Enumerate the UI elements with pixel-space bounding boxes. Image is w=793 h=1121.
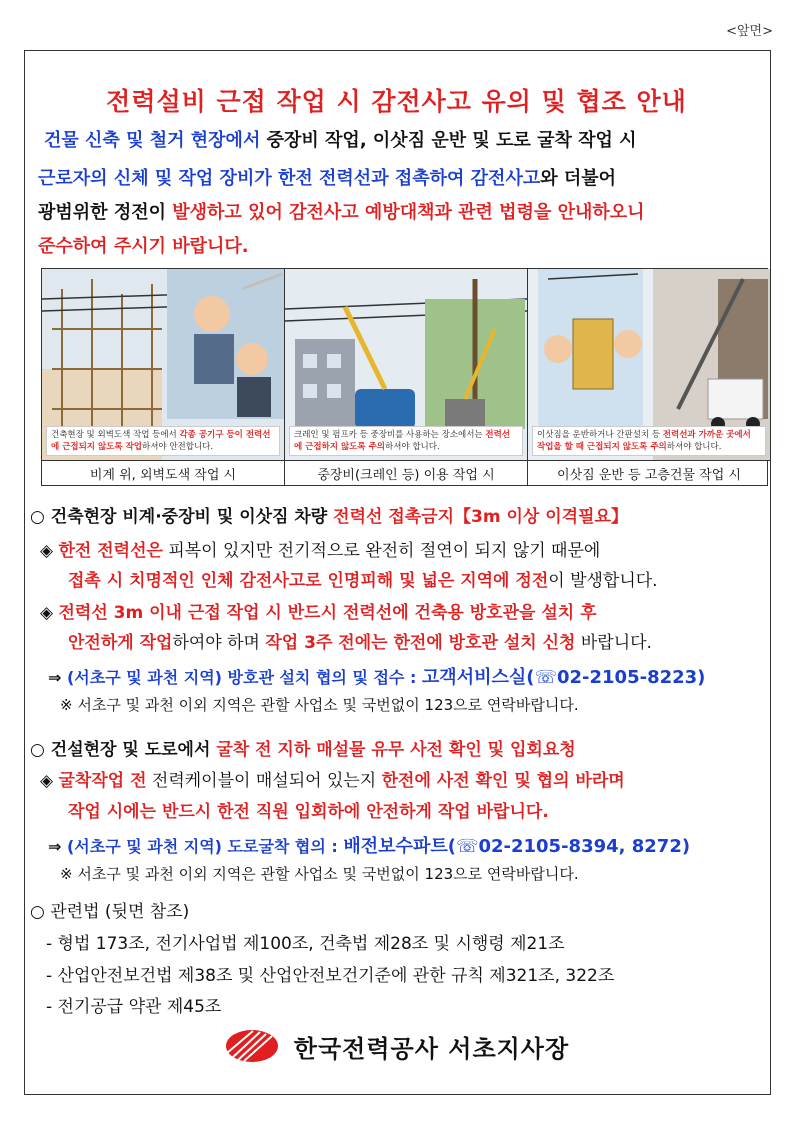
- section1-detail-2b: [68, 628, 652, 653]
- intro-text: 발생하고 있어 감전사고 예방대책과 관련 법령을 안내하오니: [172, 202, 645, 223]
- detail-emphasis: 접촉 시 치명적인 인체 감전사고로 인명피해 및 넓은 지역에 정전: [68, 571, 549, 591]
- law-item: - 전기공급 약관 제45조: [46, 997, 222, 1017]
- panel-label: 비계 위, 외벽도색 작업 시: [42, 460, 284, 485]
- bullet: ○: [30, 902, 45, 922]
- intro-text: 중장비 작업, 이삿짐 운반 및 도로 굴착 작업 시: [266, 130, 637, 151]
- document-title: 전력설비 근접 작업 시 감전사고 유의 및 협조 안내: [106, 87, 687, 116]
- organization-name: 한국전력공사 서초지사장: [293, 1034, 570, 1063]
- illustration-panels: [41, 268, 768, 486]
- arrow-icon: ⇒: [48, 668, 62, 687]
- law-item: - 형법 173조, 전기사업법 제100조, 건축법 제28조 및 시행령 제21조: [46, 934, 565, 954]
- detail-emphasis: 한전 전력선은: [58, 541, 163, 561]
- contact-label: (서초구 및 과천 지역) 도로굴착 협의 :: [66, 837, 344, 856]
- intro-line-4: 준수하여 주시기 바랍니다.: [38, 236, 249, 257]
- panel-caption: 크레인 및 펌프카 등 중장비를 사용하는 장소에서는 전력선에 근접하지 않도록 주의하셔야 합니다.: [289, 426, 523, 456]
- bullet: ○: [30, 507, 45, 527]
- heading-emphasis: 전력선 접촉금지【3m 이상 이격필요】: [333, 507, 628, 527]
- heading-text: 건설현장 및 도로에서: [50, 740, 217, 760]
- panel-caption: 이삿짐을 운반하거나 간판설치 등 전력선과 가까운 곳에서 작업을 할 때 근접되지 않도록 주의하셔야 합니다.: [532, 426, 766, 456]
- detail-text: 하여야 하며: [172, 633, 266, 653]
- scaffold-illustration: [42, 269, 284, 460]
- section1-detail-1: [40, 536, 600, 561]
- detail-emphasis: 작업 3주 전에는 한전에 방호관 설치 신청: [265, 633, 576, 653]
- intro-line-1: [44, 126, 637, 152]
- detail-text: 바랍니다.: [575, 633, 652, 653]
- intro-line-3: [38, 198, 645, 224]
- section3-heading: [30, 897, 189, 922]
- illustration-panel: [42, 269, 285, 485]
- contact-phone: 배전보수파트(☏02-2105-8394, 8272): [343, 836, 691, 857]
- intro-text: 근로자의 신체 및 작업 장비가 한전 전력선과 접촉하여 감전사고: [38, 168, 541, 189]
- section2-note: ※ 서초구 및 과천 이외 지역은 관할 사업소 및 국번없이 123으로 연락바랍니다.: [60, 865, 579, 883]
- section2-detail-1b: 작업 시에는 반드시 한전 직원 입회하에 안전하게 작업 바랍니다.: [68, 802, 549, 822]
- heading-text: 건축현장 비계·중장비 및 이삿짐 차량: [50, 507, 334, 527]
- section2-contact: [48, 832, 690, 858]
- moving-illustration: [528, 269, 770, 460]
- detail-text: 이 발생합니다.: [548, 571, 658, 591]
- footer: [0, 1028, 793, 1064]
- arrow-icon: ⇒: [48, 837, 62, 856]
- heading-text: 관련법 (뒷면 참조): [50, 902, 190, 922]
- panel-label: 중장비(크레인 등) 이용 작업 시: [285, 460, 527, 485]
- section1-detail-1b: [68, 566, 658, 591]
- intro-text: 와 더불어: [540, 168, 617, 189]
- detail-emphasis: 한전에 사전 확인 및 협의 바라며: [381, 771, 625, 791]
- contact-label: (서초구 및 과천 지역) 방호관 설치 협의 및 접수 :: [66, 668, 422, 687]
- panel-caption: 건축현장 및 외벽도색 작업 등에서 각종 공기구 등이 전력선에 근접되지 않도록 작업하셔야 안전합니다.: [46, 426, 280, 456]
- diamond-bullet-icon: ◈: [40, 541, 54, 561]
- diamond-bullet-icon: ◈: [40, 771, 54, 791]
- detail-emphasis: 전력선 3m 이내 근접 작업 시 반드시 전력선에 건축용 방호관을 설치 후: [58, 603, 597, 623]
- intro-line-2: [38, 164, 616, 190]
- section1-contact: [48, 663, 705, 689]
- section1-note: ※ 서초구 및 과천 이외 지역은 관할 사업소 및 국번없이 123으로 연락바랍니다.: [60, 696, 579, 714]
- section1-detail-2: [40, 598, 597, 623]
- kepco-logo-icon: [224, 1028, 280, 1064]
- intro-text: 건물 신축 및 철거 현장에서: [44, 130, 267, 151]
- crane-illustration: [285, 269, 527, 460]
- section2-heading: [30, 735, 576, 760]
- heading-emphasis: 굴착 전 지하 매설물 유무 사전 확인 및 입회요청: [216, 740, 576, 760]
- detail-emphasis: 안전하게 작업: [68, 633, 173, 653]
- section1-heading: [30, 502, 628, 527]
- intro-text: 광범위한 정전이: [38, 202, 173, 223]
- illustration-panel: [285, 269, 528, 485]
- detail-emphasis: 굴착작업 전: [58, 771, 147, 791]
- bullet: ○: [30, 740, 45, 760]
- contact-phone: 고객서비스실(☏02-2105-8223): [421, 667, 706, 688]
- diamond-bullet-icon: ◈: [40, 603, 54, 623]
- illustration-panel: [528, 269, 770, 485]
- page-side-label: <앞면>: [726, 24, 773, 39]
- detail-text: 전력케이블이 매설되어 있는지: [146, 771, 382, 791]
- law-item: - 산업안전보건법 제38조 및 산업안전보건기준에 관한 규칙 제321조, 322조: [46, 966, 615, 986]
- panel-label: 이삿짐 운반 등 고층건물 작업 시: [528, 460, 770, 485]
- detail-text: 피복이 있지만 전기적으로 완전히 절연이 되지 않기 때문에: [162, 541, 601, 561]
- section2-detail-1: [40, 766, 625, 791]
